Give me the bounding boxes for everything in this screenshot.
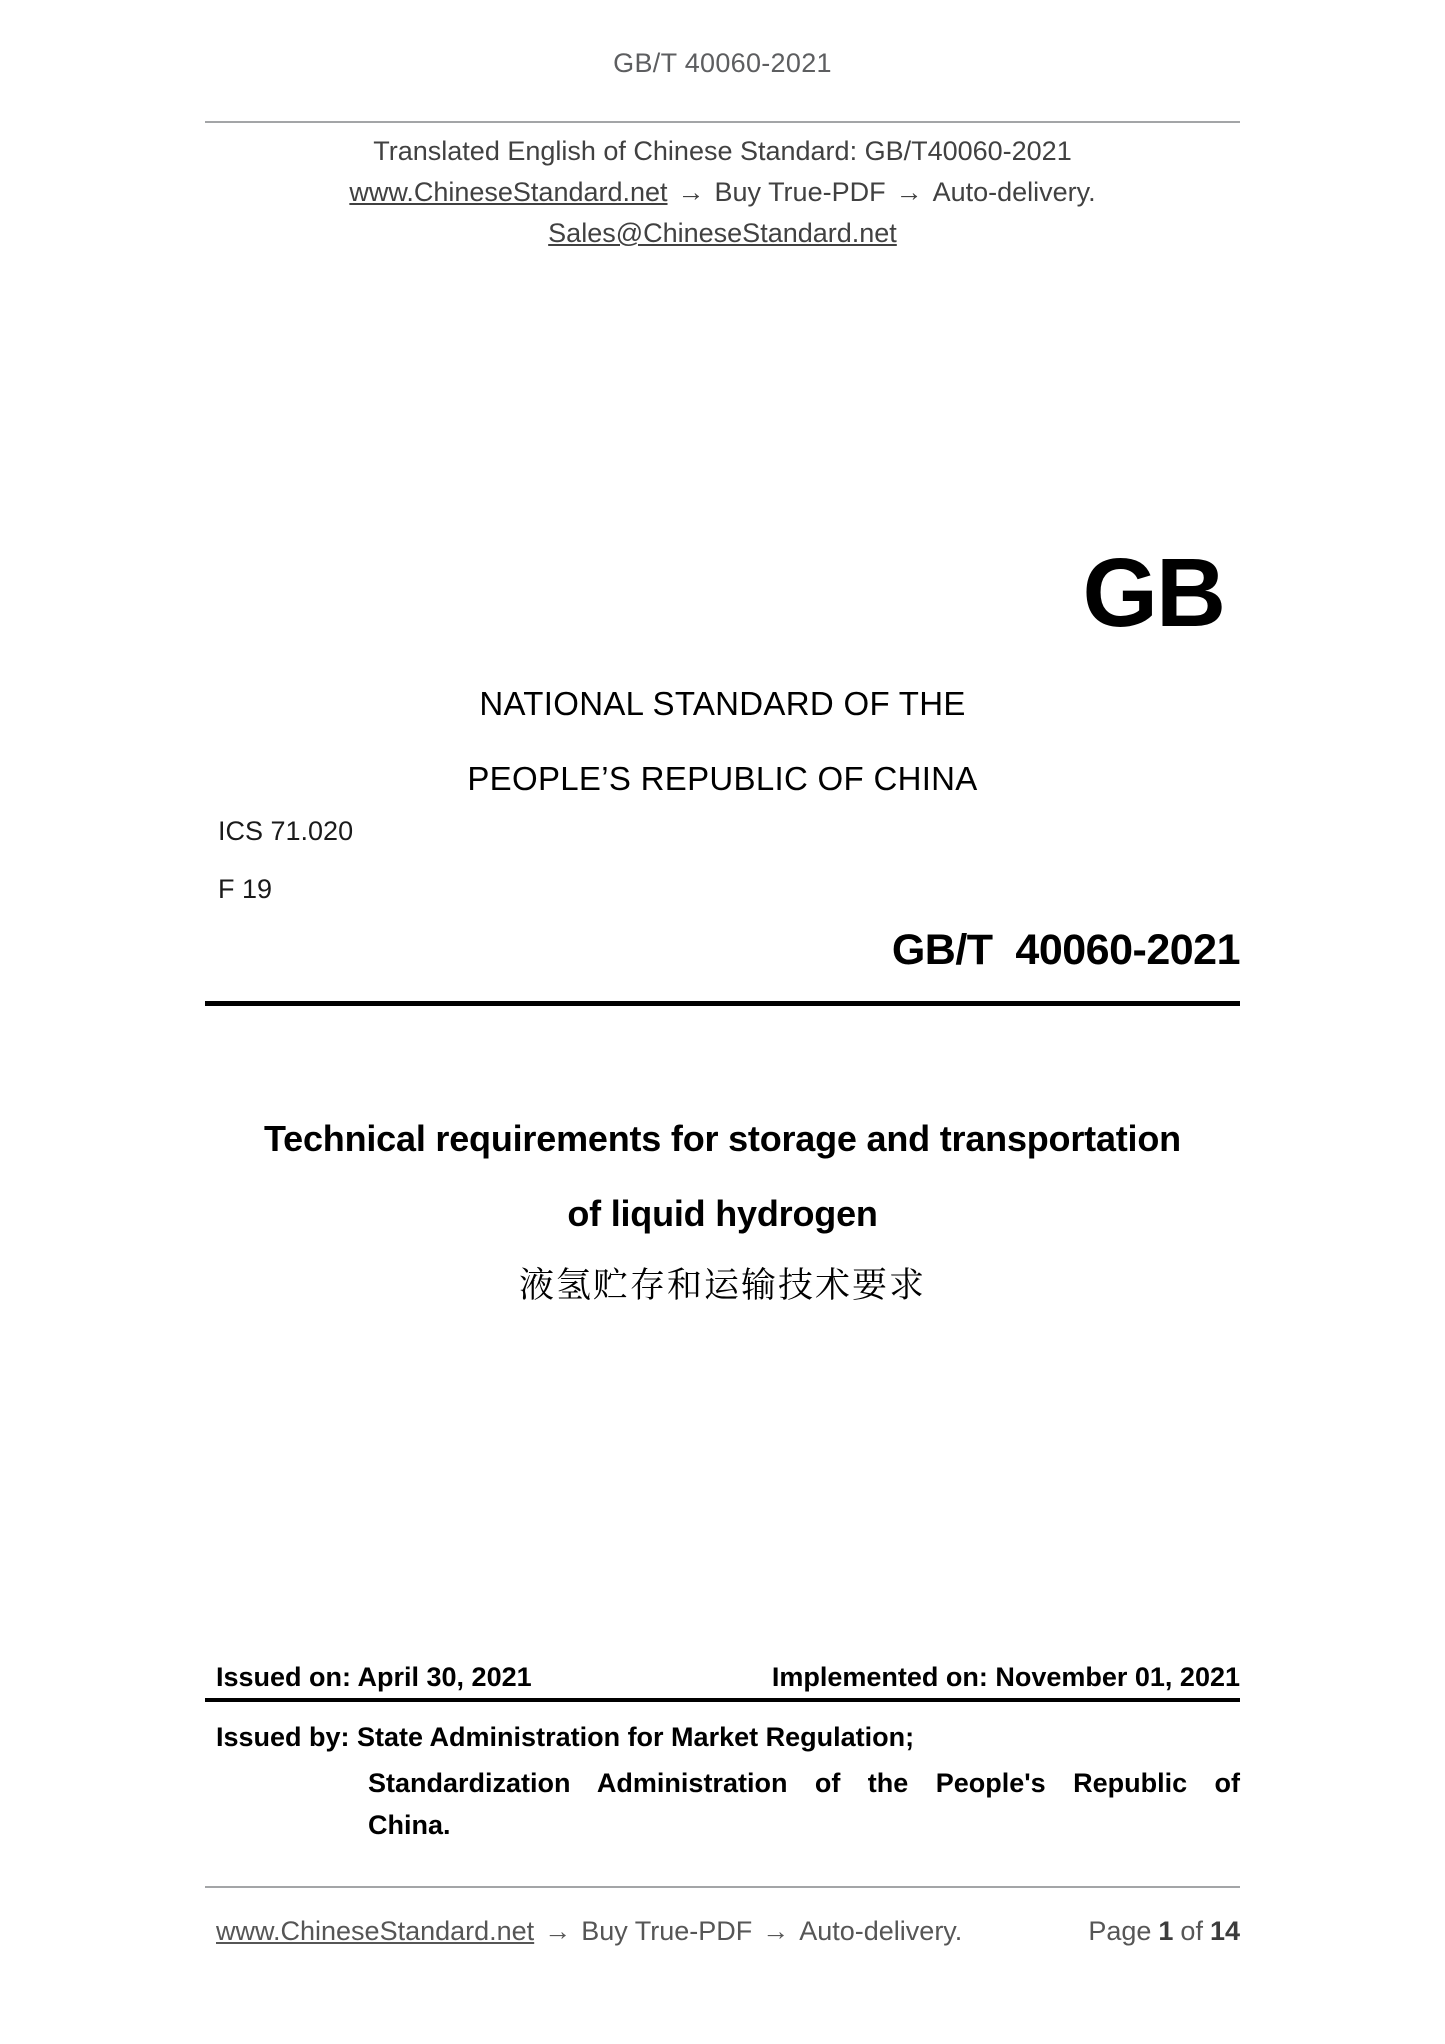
arrow-icon: →: [677, 177, 705, 207]
footer-buy-true-pdf-label: Buy True-PDF: [581, 1916, 753, 1946]
sales-email-link[interactable]: Sales@ChineseStandard.net: [548, 218, 897, 248]
buy-true-pdf-label: Buy True-PDF: [714, 177, 886, 207]
arrow-icon: →: [762, 1916, 790, 1946]
arrow-icon: →: [544, 1916, 572, 1946]
footer-divider: [205, 1886, 1240, 1888]
national-standard-line1: NATIONAL STANDARD OF THE: [479, 685, 966, 722]
national-standard-line2: PEOPLE’S REPUBLIC OF CHINA: [467, 760, 978, 797]
title-english-line1: Technical requirements for storage and transportation: [264, 1118, 1181, 1159]
site-link[interactable]: www.ChineseStandard.net: [349, 177, 668, 207]
arrow-icon: →: [895, 177, 923, 207]
page-indicator: [1088, 1916, 1240, 1947]
footer-site-link[interactable]: www.ChineseStandard.net: [216, 1916, 535, 1946]
issued-by-line: Issued by: State Administration for Market Regulation;: [216, 1722, 915, 1752]
header-doc-code: GB/T 40060-2021: [613, 48, 832, 78]
sales-email-line: [0, 218, 1445, 249]
page-total: 14: [1209, 1916, 1240, 1946]
page-footer: [216, 1916, 1240, 1947]
issued-on-date: Issued on: April 30, 2021: [216, 1662, 532, 1692]
footer-buy-line: [216, 1916, 962, 1947]
title-english-line2: of liquid hydrogen: [567, 1193, 878, 1234]
issue-divider: [205, 1698, 1240, 1702]
page-of-label: of: [1180, 1916, 1203, 1946]
standard-number-divider: [205, 1001, 1240, 1006]
ics-code: ICS 71.020: [218, 816, 354, 846]
footer-auto-delivery-label: Auto-delivery.: [799, 1916, 963, 1946]
header-divider: [205, 121, 1240, 123]
title-chinese: 液氢贮存和运输技术要求: [518, 1266, 926, 1305]
issue-dates-row: [216, 1662, 1240, 1693]
gb-logo: GB: [1082, 538, 1224, 647]
classification-code: F 19: [218, 874, 273, 904]
standard-number: GB/T 40060-2021: [891, 926, 1240, 974]
implemented-on-date: Implemented on: November 01, 2021: [771, 1662, 1240, 1692]
page-label: Page: [1088, 1916, 1152, 1946]
translated-standard-line: Translated English of Chinese Standard: GB/T40060-2021: [373, 136, 1072, 166]
page-current: 1: [1158, 1916, 1174, 1946]
auto-delivery-label: Auto-delivery.: [932, 177, 1096, 207]
issuer-continuation-line2: China.: [368, 1810, 451, 1840]
buy-instruction-line: [0, 177, 1445, 208]
issuer-continuation-line1: Standardization Administration of the People's Republic of: [368, 1768, 1240, 1798]
